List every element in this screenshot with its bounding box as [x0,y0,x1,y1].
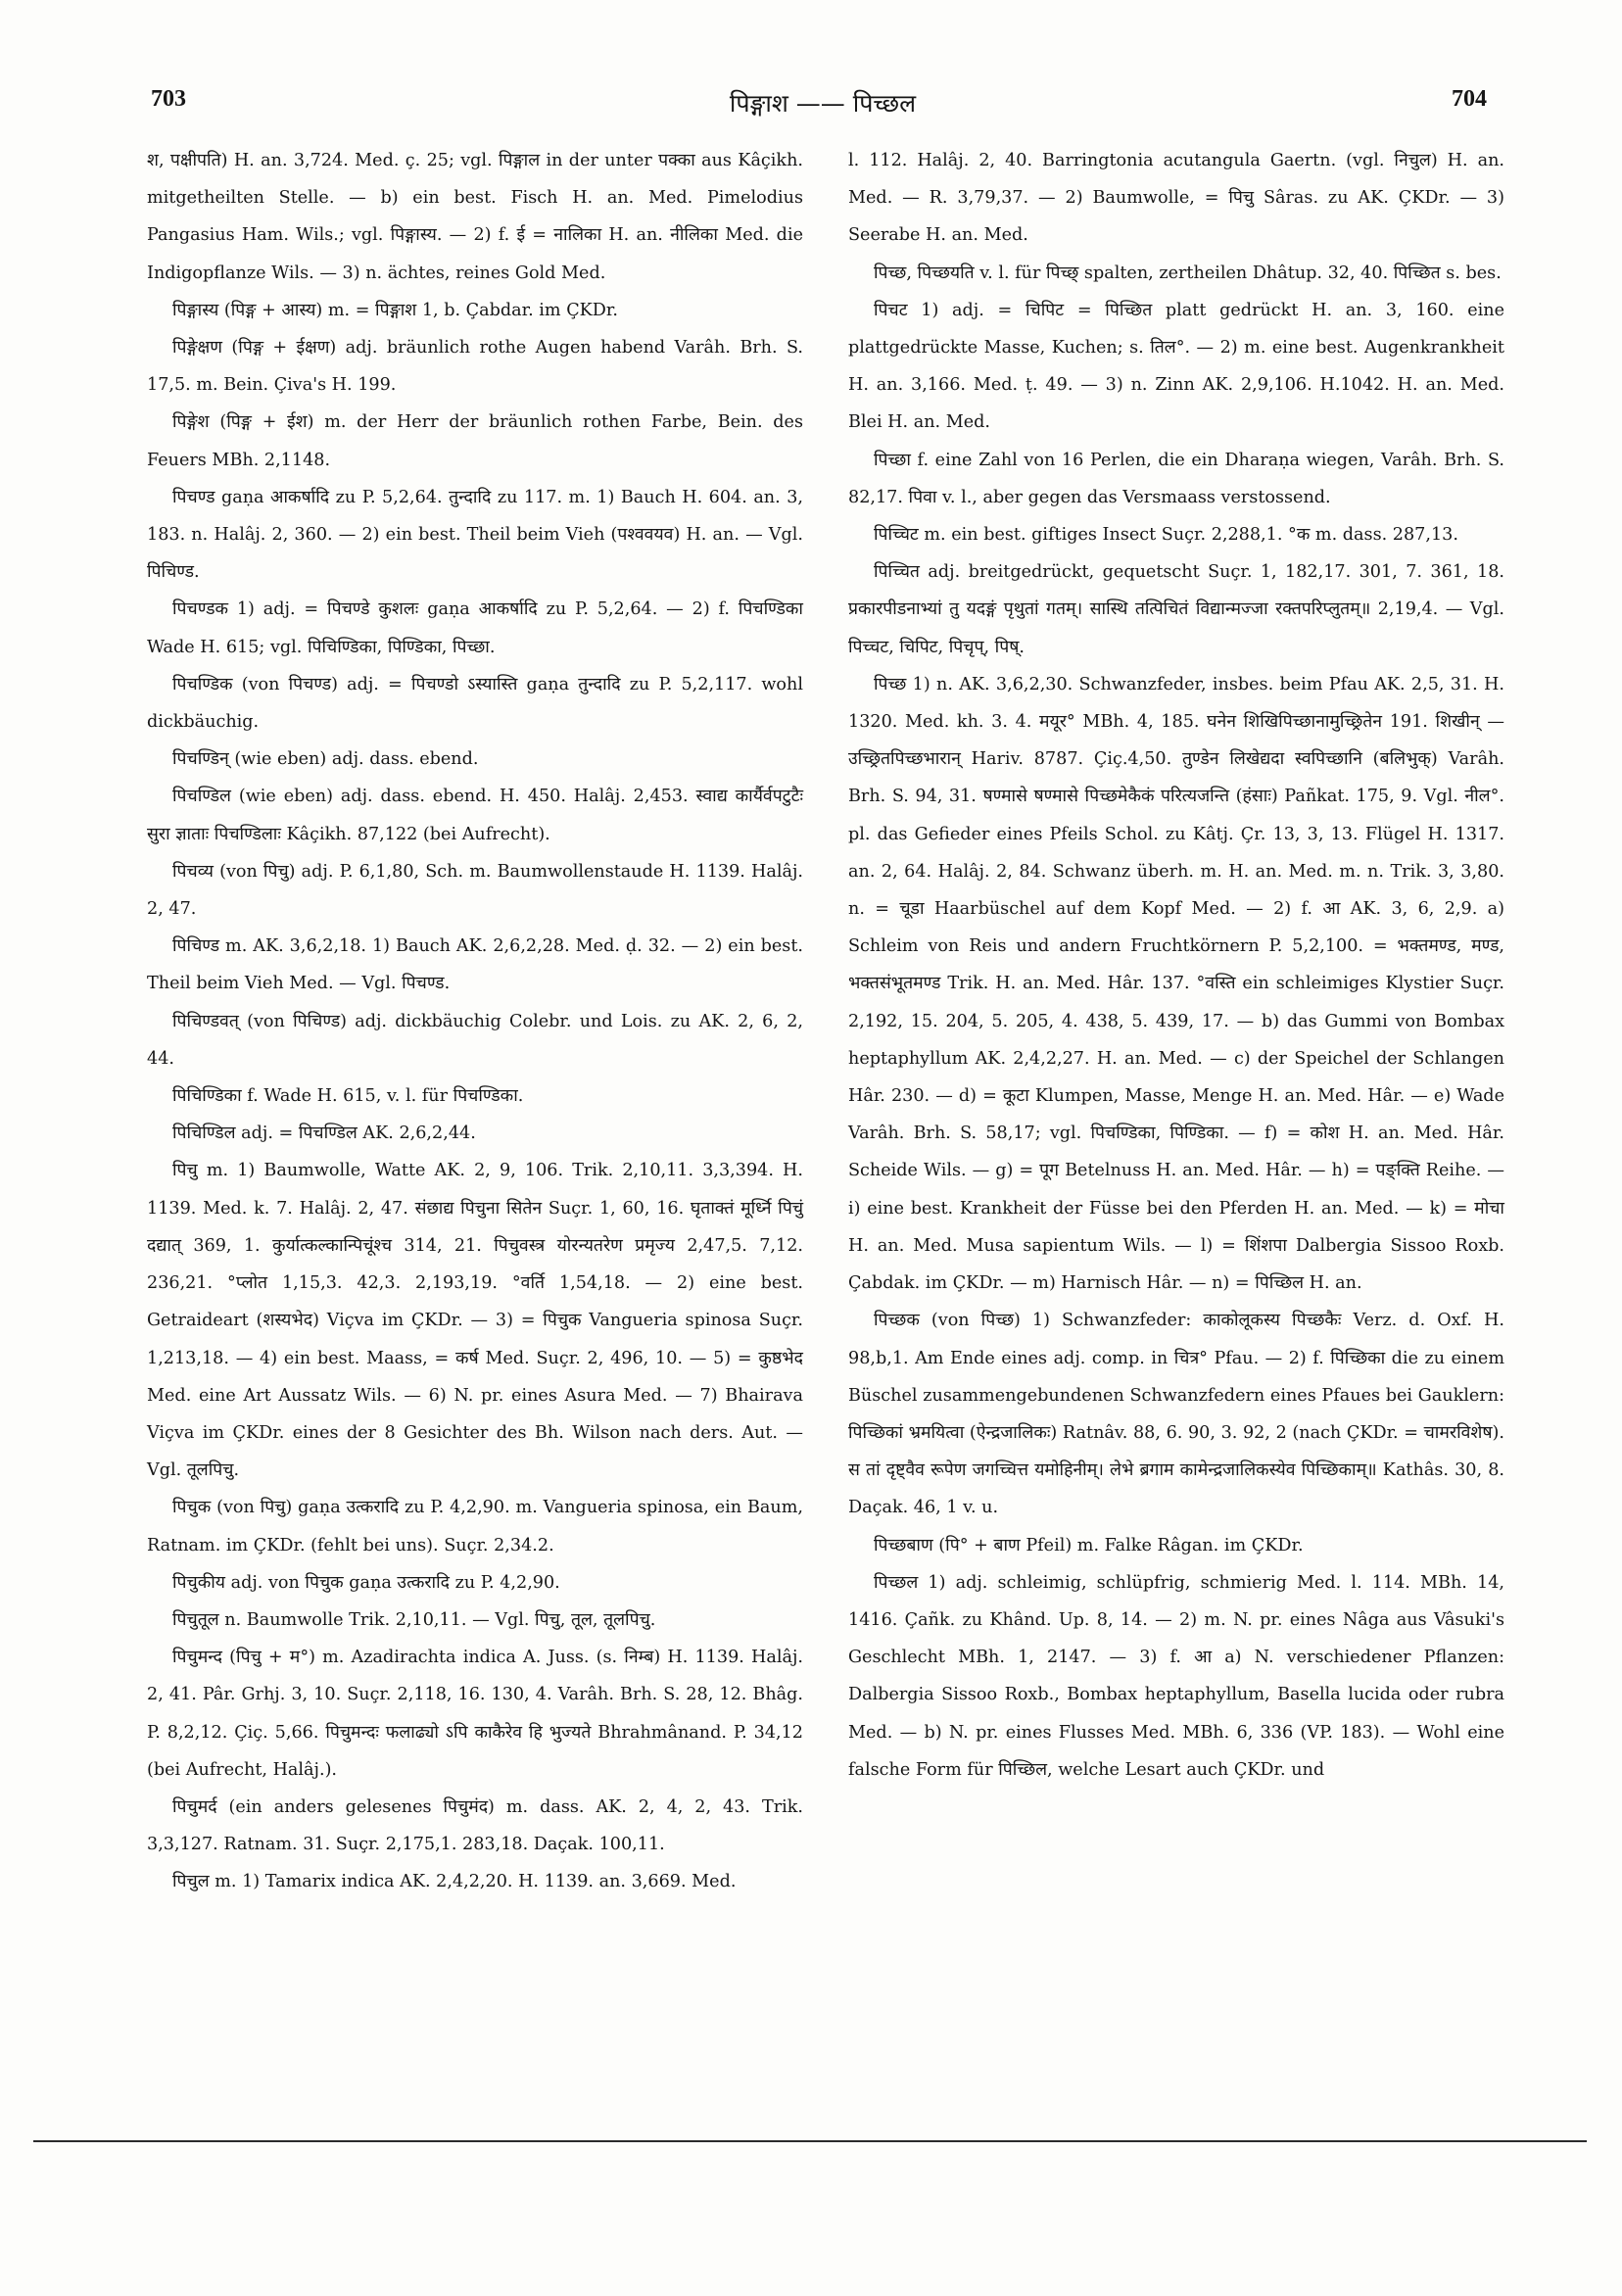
entry-paragraph: श, पक्षीपति) H. an. 3,724. Med. ç. 25; vgl. पिङ्गाल in der unter पक्का aus Kâçikh. mitgetheilten Stelle. — b) ein best. Fisch H. an. Med. Pimelodius Pangasius Ham. Wils.; vgl. पिङ्गास्य. — 2) f. ई = नालिका H. an. नीलिका Med. die Indigopflanze Wils. — 3) n. ächtes, reines Gold Med. [147,151,803,283]
entry-paragraph: l. 112. Halâj. 2, 40. Barringtonia acutangula Gaertn. (vgl. निचुल) H. an. Med. — R. 3,79,37. — 2) Baumwolle, = पिचु Sâras. zu AK. ÇKDr. — 3) Seerabe H. an. Med. [848,151,1504,246]
entry-paragraph: पिचुमन्द (पिचु + म°) m. Azadirachta indica A. Juss. (s. निम्ब) H. 1139. Halâj. 2, 41. Pâr. Grhj. 3, 10. Suçr. 2,118, 16. 130, 4. Varâh. Brh. S. 28, 12. Bhâg. P. 8,2,12. Çiç. 5,66. पिचुमन्दः फलाढ्यो ऽपि काकैरेव हि भुज्यते Bhrahmânand. P. 34,12 (bei Aufrecht, Halâj.). [147,1648,803,1780]
entry-paragraph: पिचुल m. 1) Tamarix indica AK. 2,4,2,20. H. 1139. an. 3,669. Med. [172,1872,737,1892]
entry-paragraph: पिच्छा f. eine Zahl von 16 Perlen, die ein Dharaṇa wiegen, Varâh. Brh. S. 82,17. पिवा v. l., aber gegen das Versmaass verstossend. [848,450,1504,507]
right-column [848,142,1504,1789]
entry-paragraph: पिचुतूल n. Baumwolle Trik. 2,10,11. — Vgl. पिचु, तूल, तूलपिचु. [172,1609,656,1630]
entry-paragraph: पिच्चिट m. ein best. giftiges Insect Suçr. 2,288,1. °क m. dass. 287,13. [874,525,1458,546]
entry-paragraph: पिचिण्डिल adj. = पिचण्डिल AK. 2,6,2,44. [172,1124,476,1144]
entry-paragraph: पिङ्गेश (पिङ्ग + ईश) m. der Herr der bräunlich rothen Farbe, Bein. des Feuers MBh. 2,1148. [147,412,803,470]
entry-paragraph: पिच्छ, पिच्छयति v. l. für पिच्छ् spalten, zertheilen Dhâtup. 32, 40. पिच्छित s. bes. [874,263,1502,283]
entry-paragraph: पिचिण्डवत् (von पिचिण्ड) adj. dickbäuchig Colebr. und Lois. zu AK. 2, 6, 2, 44. [147,1011,803,1069]
footer-rule [33,2140,1587,2142]
page-number-left: 703 [151,86,186,112]
entry-paragraph: पिच्छल 1) adj. schleimig, schlüpfrig, schmierig Med. l. 114. MBh. 14, 1416. Çañk. zu Khând. Up. 8, 14. — 2) m. N. pr. eines Nâga aus Vâsuki's Geschlecht MBh. 1, 2147. — 3) f. आ a) N. verschiedener Pflanzen: Dalbergia Sissoo Roxb., Bombax heptaphyllum, Basella lucida oder rubra Med. — b) N. pr. eines Flusses Med. MBh. 6, 336 (VP. 183). — Wohl eine falsche Form für पिच्छिल, welche Lesart auch ÇKDr. und [848,1572,1504,1780]
running-title: पिङ्गाश —— पिच्छल [729,89,917,118]
entry-paragraph: पिचण्डक 1) adj. = पिचण्डे कुशलः gaṇa आकर्षादि zu P. 5,2,64. — 2) f. पिचण्डिका Wade H. 615; vgl. पिचिण्डिका, पिण्डिका, पिच्छा. [147,599,803,657]
entry-paragraph: पिचण्डिन् (wie eben) adj. dass. ebend. [172,749,479,770]
entry-paragraph: पिचिण्ड m. AK. 3,6,2,18. 1) Bauch AK. 2,6,2,28. Med. ḍ. 32. — 2) ein best. Theil beim Vieh Med. — Vgl. पिचण्ड. [147,936,803,994]
entry-paragraph: पिचण्ड gaṇa आकर्षादि zu P. 5,2,64. तुन्दादि zu 117. m. 1) Bauch H. 604. an. 3, 183. n. Halâj. 2, 360. — 2) ein best. Theil beim Vieh (पश्ववयव) H. an. — Vgl. पिचिण्ड. [147,487,803,583]
entry-paragraph: पिचुमर्द (ein anders gelesenes पिचुमंद) m. dass. AK. 2, 4, 2, 43. Trik. 3,3,127. Ratnam. 31. Suçr. 2,175,1. 283,18. Daçak. 100,11. [147,1796,803,1855]
left-column [147,142,803,1901]
entry-paragraph: पिचुकीय adj. von पिचुक gaṇa उत्करादि zu P. 4,2,90. [172,1572,560,1593]
entry-paragraph: पिचुक (von पिचु) gaṇa उत्करादि zu P. 4,2,90. m. Vangueria spinosa, ein Baum, Ratnam. im ÇKDr. (fehlt bei uns). Suçr. 2,34.2. [147,1498,803,1555]
entry-paragraph: पिचण्डिल (wie eben) adj. dass. ebend. H. 450. Halâj. 2,453. स्वाद्य कार्यैर्वपटुटैः सुरा ज्ञाताः पिचण्डिलाः Kâçikh. 87,122 (bei Aufrecht). [147,787,803,844]
entry-paragraph: पिचट 1) adj. = चिपिट = पिच्छित platt gedrückt H. an. 3, 160. eine plattgedrückte Masse, Kuchen; s. तिल°. — 2) m. eine best. Augenkrankheit H. an. 3,166. Med. ṭ. 49. — 3) n. Zinn AK. 2,9,106. H.1042. H. an. Med. Blei H. an. Med. [848,300,1504,433]
entry-paragraph: पिच्छ 1) n. AK. 3,6,2,30. Schwanzfeder, insbes. beim Pfau AK. 2,5, 31. H. 1320. Med. kh. 3. 4. मयूर° MBh. 4, 185. घनेन शिखिपिच्छानामुच्छ्रितेन 191. शिखीन् — उच्छ्रितपिच्छभारान् Hariv. 8787. Çiç.4,50. तुण्डेन लिखेद्यदा स्वपिच्छानि (बलिभुक्) Varâh. Brh. S. 94, 31. षण्मासे षण्मासे पिच्छमेकैकं परित्यजन्ति (हंसाः) Pañkat. 175, 9. Vgl. नील°. pl. das Gefieder eines Pfeils Schol. zu Kâtj. Çr. 13, 3, 13. Flügel H. 1317. an. 2, 64. Halâj. 2, 84. Schwanz überh. m. H. an. Med. m. n. Trik. 3, 3,80. n. = चूडा Haarbüschel auf dem Kopf Med. — 2) f. आ AK. 3, 6, 2,9. a) Schleim von Reis und andern Fruchtkörnern P. 5,2,100. = भक्तमण्ड, मण्ड, भक्तसंभूतमण्ड Trik. H. an. Med. Hâr. 137. °वस्ति ein schleimiges Klystier Suçr. 2,192, 15. 204, 5. 205, 4. 438, 5. 439, 17. — b) das Gummi von Bombax heptaphyllum AK. 2,4,2,27. H. an. Med. — c) der Speichel der Schlangen Hâr. 230. — d) = कूटा Klumpen, Masse, Menge H. an. Med. Hâr. — e) Wade Varâh. Brh. S. 58,17; vgl. पिचण्डिका, पिण्डिका. — f) = कोश H. an. Med. Hâr. Scheide Wils. — g) = पूग Betelnuss H. an. Med. Hâr. — h) = पङ्क्ति Reihe. — i) eine best. Krankheit der Füsse bei den Pferden H. an. Med. — k) = मोचा H. an. Med. Musa sapientum Wils. — l) = शिंशपा Dalbergia Sissoo Roxb. Çabdak. im ÇKDr. — m) Harnisch Hâr. — n) = पिच्छिल H. an. [848,674,1504,1294]
entry-paragraph: पिचण्डिक (von पिचण्ड) adj. = पिचण्डो ऽस्यास्ति gaṇa तुन्दादि zu P. 5,2,117. wohl dickbäuchig. [147,674,803,733]
entry-paragraph: पिच्छबाण (पि° + बाण Pfeil) m. Falke Râgan. im ÇKDr. [874,1535,1304,1555]
page-header [147,86,1499,125]
entry-paragraph: पिचिण्डिका f. Wade H. 615, v. l. für पिचण्डिका. [172,1086,524,1107]
entry-paragraph: पिच्चित adj. breitgedrückt, gequetscht Suçr. 1, 182,17. 301, 7. 361, 18. प्रकारपीडनाभ्यां तु यदङ्गं पृथुतां गतम्। सास्थि तत्पिचितं विद्यान्मज्जा रक्तपरिप्लुतम्॥ 2,19,4. — Vgl. पिच्चट, चिपिट, पिचृप्, पिष्. [848,562,1504,657]
page-number-right: 704 [1452,86,1487,112]
entry-paragraph: पिङ्गास्य (पिङ्ग + आस्य) m. = पिङ्गाश 1, b. Çabdar. im ÇKDr. [172,300,618,320]
entry-paragraph: पिङ्गेक्षण (पिङ्ग + ईक्षण) adj. bräunlich rothe Augen habend Varâh. Brh. S. 17,5. m. Bein. Çiva's H. 199. [147,338,803,396]
entry-paragraph: पिचु m. 1) Baumwolle, Watte AK. 2, 9, 106. Trik. 2,10,11. 3,3,394. H. 1139. Med. k. 7. Halâj. 2, 47. संछाद्य पिचुना सितेन Suçr. 1, 60, 16. घृताक्तं मूर्ध्नि पिचुं दद्यात् 369, 1. कुर्यात्कल्कान्पिचूंश्च 314, 21. पिचुवस्त्र योरन्यतरेण प्रमृज्य 2,47,5. 7,12. 236,21. °प्लोत 1,15,3. 42,3. 2,193,19. °वर्ति 1,54,18. — 2) eine best. Getraideart (शस्यभेद) Viçva im ÇKDr. — 3) = पिचुक Vangueria spinosa Suçr. 1,213,18. — 4) ein best. Maass, = कर्ष Med. Suçr. 2, 496, 10. — 5) = कुष्ठभेद Med. eine Art Aussatz Wils. — 6) N. pr. eines Asura Med. — 7) Bhairava Viçva im ÇKDr. eines der 8 Gesichter des Bh. Wilson nach ders. Aut. — Vgl. तूलपिचु. [147,1161,803,1481]
entry-paragraph: पिचव्य (von पिचु) adj. P. 6,1,80, Sch. m. Baumwollenstaude H. 1139. Halâj. 2, 47. [147,861,803,920]
entry-paragraph: पिच्छक (von पिच्छ) 1) Schwanzfeder: काकोलूकस्य पिच्छकैः Verz. d. Oxf. H. 98,b,1. Am Ende eines adj. comp. in चित्र° Pfau. — 2) f. पिच्छिका die zu einem Büschel zusammengebundenen Schwanzfedern eines Pfaues bei Gauklern: पिच्छिकां भ्रमयित्वा (ऐन्द्रजालिकः) Ratnâv. 88, 6. 90, 3. 92, 2 (nach ÇKDr. = चामरविशेष). स तां दृष्ट्वैव रूपेण जगच्चित्त यमोहिनीम्। लेभे ब्रगाम कामेन्द्रजालिकस्येव पिच्छिकाम्॥ Kathâs. 30, 8. Daçak. 46, 1 v. u. [848,1311,1504,1518]
